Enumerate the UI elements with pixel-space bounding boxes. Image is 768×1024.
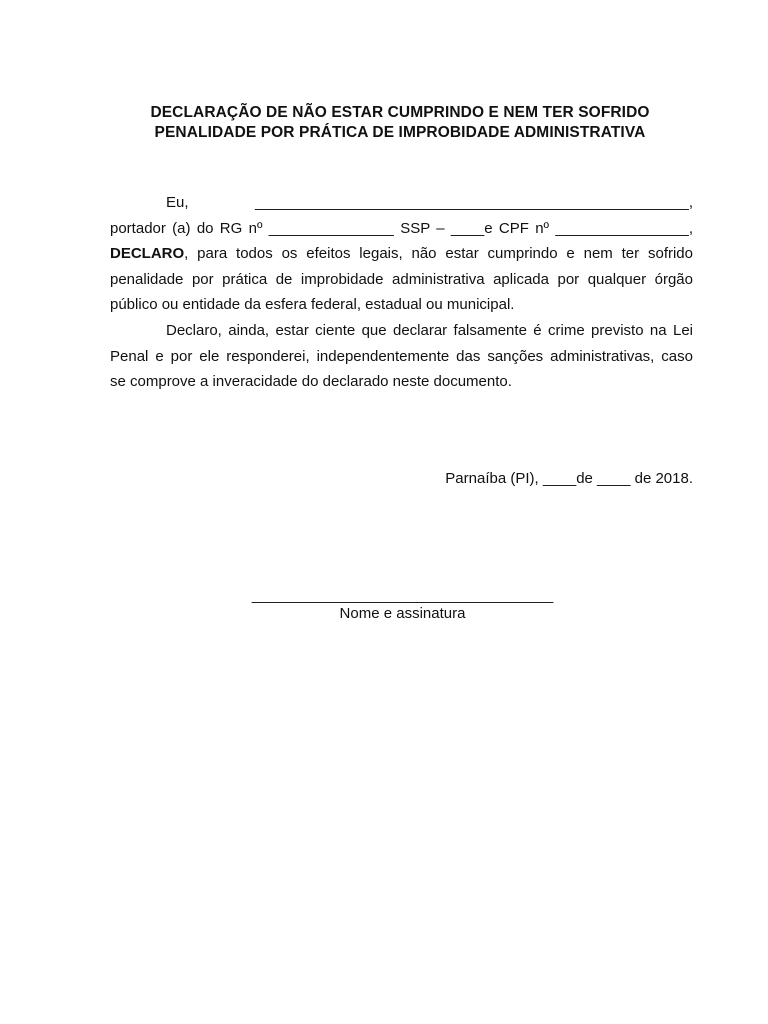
eu-label: Eu, [166, 194, 189, 211]
signature-label: Nome e assinatura [339, 605, 466, 622]
title-line-1: DECLARAÇÃO DE NÃO ESTAR CUMPRINDO E NEM TER SOFRIDO [150, 104, 650, 121]
place-date-line: Parnaíba (PI), ____de ____ de 2018. [445, 470, 693, 487]
name-line [110, 190, 693, 216]
body-line-5: público ou entidade da esfera federal, estadual ou municipal. [110, 296, 515, 314]
body-line-6: Declaro, ainda, estar ciente que declarar falsamente é crime previsto na Lei [166, 321, 693, 339]
body-line-4: penalidade por prática de improbidade administrativa aplicada por qualquer órgão [110, 270, 693, 288]
name-blank: ____________________________________________________, [255, 194, 693, 211]
signature-line: _____________________________________ [251, 587, 554, 604]
declaro-line [110, 241, 693, 267]
body-line-8: se comprove a inveracidade do declarado neste documento. [110, 373, 512, 391]
body-line-7: Penal e por ele responderei, independentemente das sanções administrativas, caso [110, 347, 693, 365]
declaration-body [110, 190, 693, 395]
title-line-2: PENALIDADE POR PRÁTICA DE IMPROBIDADE ADMINISTRATIVA [154, 124, 646, 141]
signature-block [243, 587, 562, 623]
document-title [100, 103, 700, 143]
declaro-bold: DECLARO [110, 245, 185, 263]
rg-cpf-line: portador (a) do RG nº _______________ SSP – ____e CPF nº ________________, [110, 219, 693, 237]
declaro-rest: , para todos os efeitos legais, não estar cumprindo e nem ter sofrido [184, 245, 693, 263]
